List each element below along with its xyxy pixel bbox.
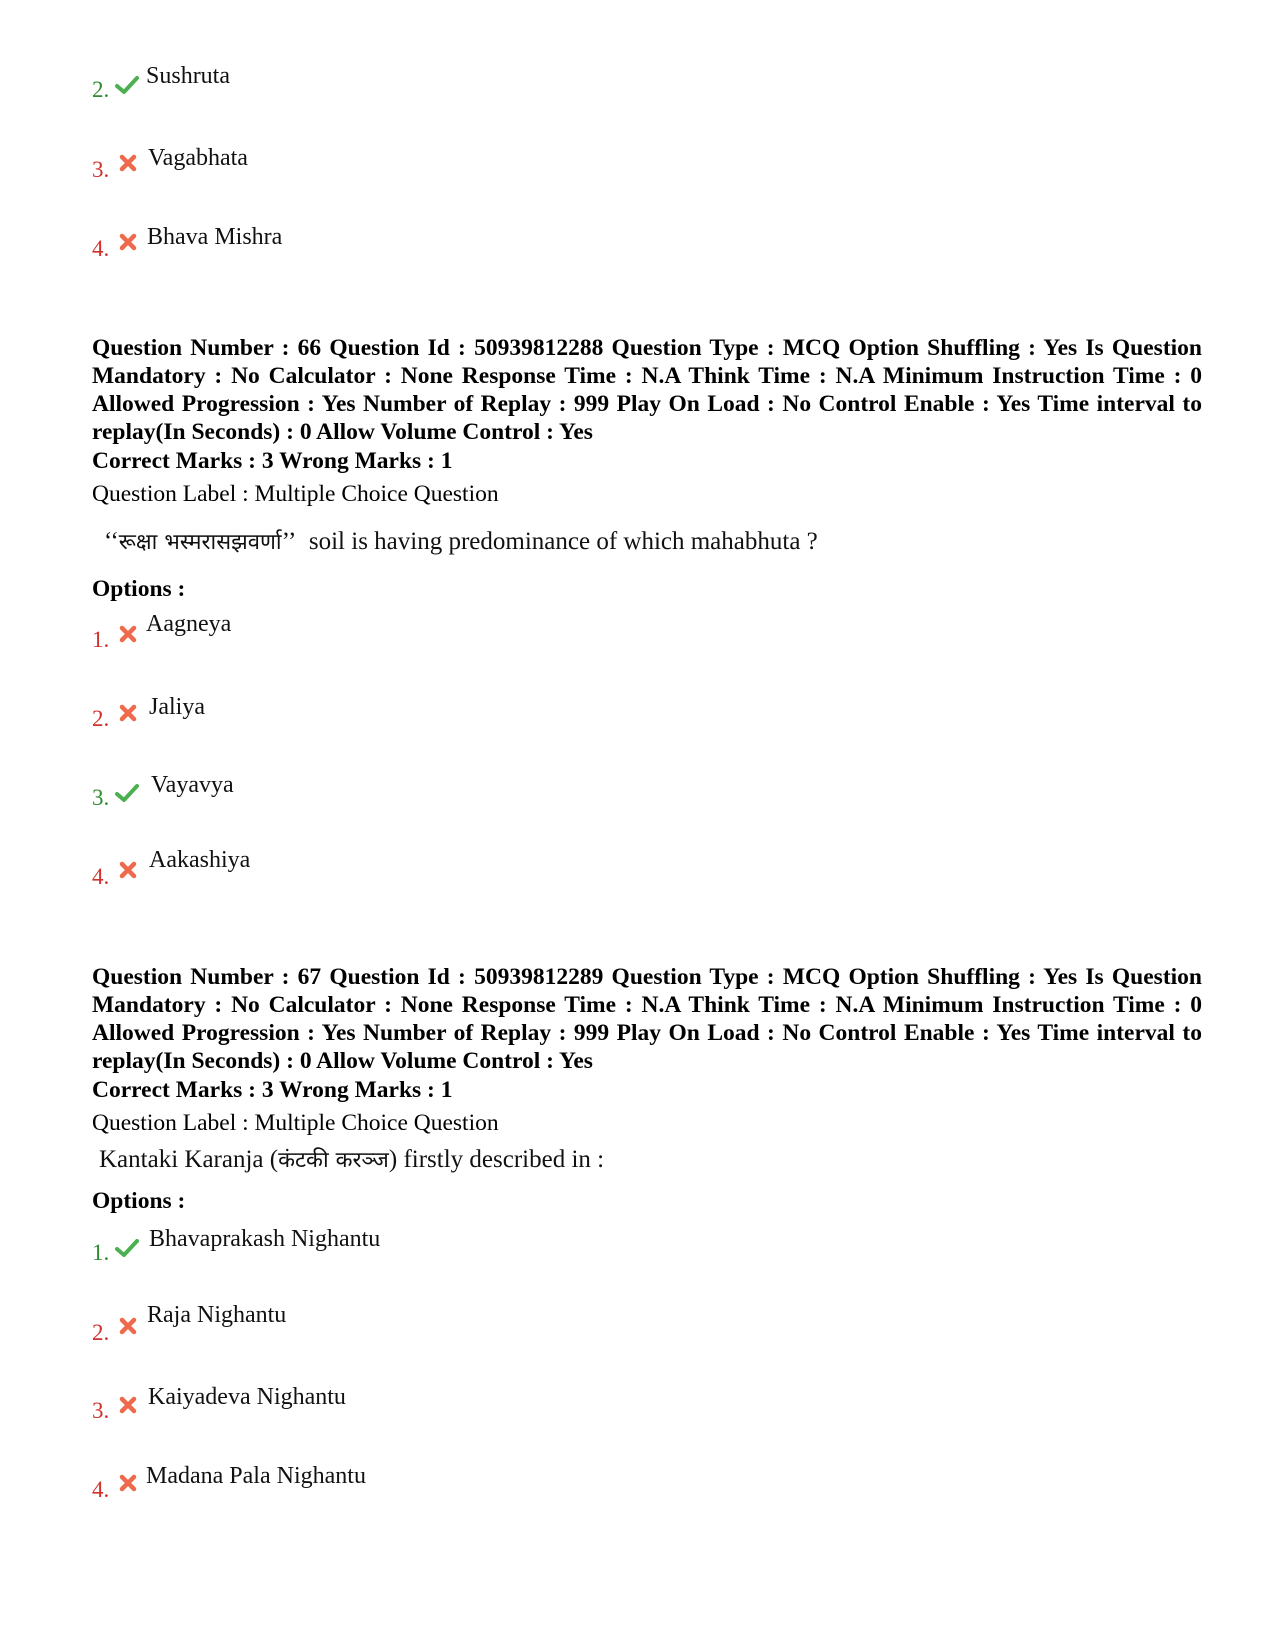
option-text: Bhava Mishra <box>147 224 283 250</box>
question-text <box>99 1145 604 1176</box>
question-text-pre: Kantaki Karanja ( <box>99 1146 279 1173</box>
cross-icon <box>116 624 142 646</box>
option-number: 3. <box>92 785 110 810</box>
marks-info: Correct Marks : 3 Wrong Marks : 1 <box>92 448 453 474</box>
option-text: Sushruta <box>146 63 230 89</box>
option-number: 1. <box>92 1240 110 1265</box>
cross-icon <box>116 1395 142 1417</box>
cross-icon <box>116 232 142 254</box>
quote-close: ’’ <box>281 528 297 555</box>
option-number: 2. <box>92 77 110 102</box>
question-label: Question Label : Multiple Choice Question <box>92 1110 499 1136</box>
option-text: Madana Pala Nighantu <box>146 1463 366 1489</box>
option-text: Jaliya <box>149 694 205 720</box>
cross-icon <box>116 1316 142 1338</box>
devanagari-term: कंटकी करञ्ज <box>278 1148 389 1173</box>
check-icon <box>114 1237 140 1259</box>
marks-info: Correct Marks : 3 Wrong Marks : 1 <box>92 1077 453 1103</box>
question-header: Question Number : 67 Question Id : 50939812289 Question Type : MCQ Option Shuffling : Yes Is Question Mandatory : No Calculator : None Response Time : N.A Think Time : N.A Minimum Instruction Time : 0 Allowed Progression : Yes Number of Replay : 999 Play On Load : No Control Enable : Yes Time interval to replay(In Seconds) : 0 Allow Volume Control : Yes <box>92 964 1202 1074</box>
check-icon <box>114 782 140 804</box>
option-text: Vagabhata <box>148 145 248 171</box>
option-text: Raja Nighantu <box>147 1302 287 1328</box>
option-number: 2. <box>92 1320 110 1345</box>
check-icon <box>114 74 140 96</box>
option-text: Kaiyadeva Nighantu <box>148 1384 346 1410</box>
question-label: Question Label : Multiple Choice Question <box>92 481 499 507</box>
devanagari-term: रूक्षा भस्मरासझवर्णा <box>118 530 282 555</box>
option-number: 4. <box>92 1477 110 1502</box>
option-text: Aakashiya <box>149 847 251 873</box>
option-number: 3. <box>92 1398 110 1423</box>
option-number: 1. <box>92 627 110 652</box>
cross-icon <box>116 1473 142 1495</box>
cross-icon <box>116 703 142 725</box>
quote-open: ‘‘ <box>104 528 119 555</box>
cross-icon <box>116 860 142 882</box>
cross-icon <box>116 153 142 175</box>
option-text: Vayavya <box>151 772 234 798</box>
question-text <box>104 527 818 558</box>
option-number: 4. <box>92 864 110 889</box>
option-text: Bhavaprakash Nighantu <box>149 1226 381 1252</box>
option-number: 3. <box>92 157 110 182</box>
options-label: Options : <box>92 1188 186 1214</box>
question-header: Question Number : 66 Question Id : 50939812288 Question Type : MCQ Option Shuffling : Yes Is Question Mandatory : No Calculator : None Response Time : N.A Think Time : N.A Minimum Instruction Time : 0 Allowed Progression : Yes Number of Replay : 999 Play On Load : No Control Enable : Yes Time interval to replay(In Seconds) : 0 Allow Volume Control : Yes <box>92 335 1202 445</box>
question-text-rest: soil is having predominance of which mahabhuta ? <box>308 528 818 555</box>
option-number: 4. <box>92 236 110 261</box>
options-label: Options : <box>92 576 186 602</box>
option-text: Aagneya <box>146 611 232 637</box>
option-number: 2. <box>92 706 110 731</box>
question-text-post: ) firstly described in : <box>388 1146 605 1173</box>
